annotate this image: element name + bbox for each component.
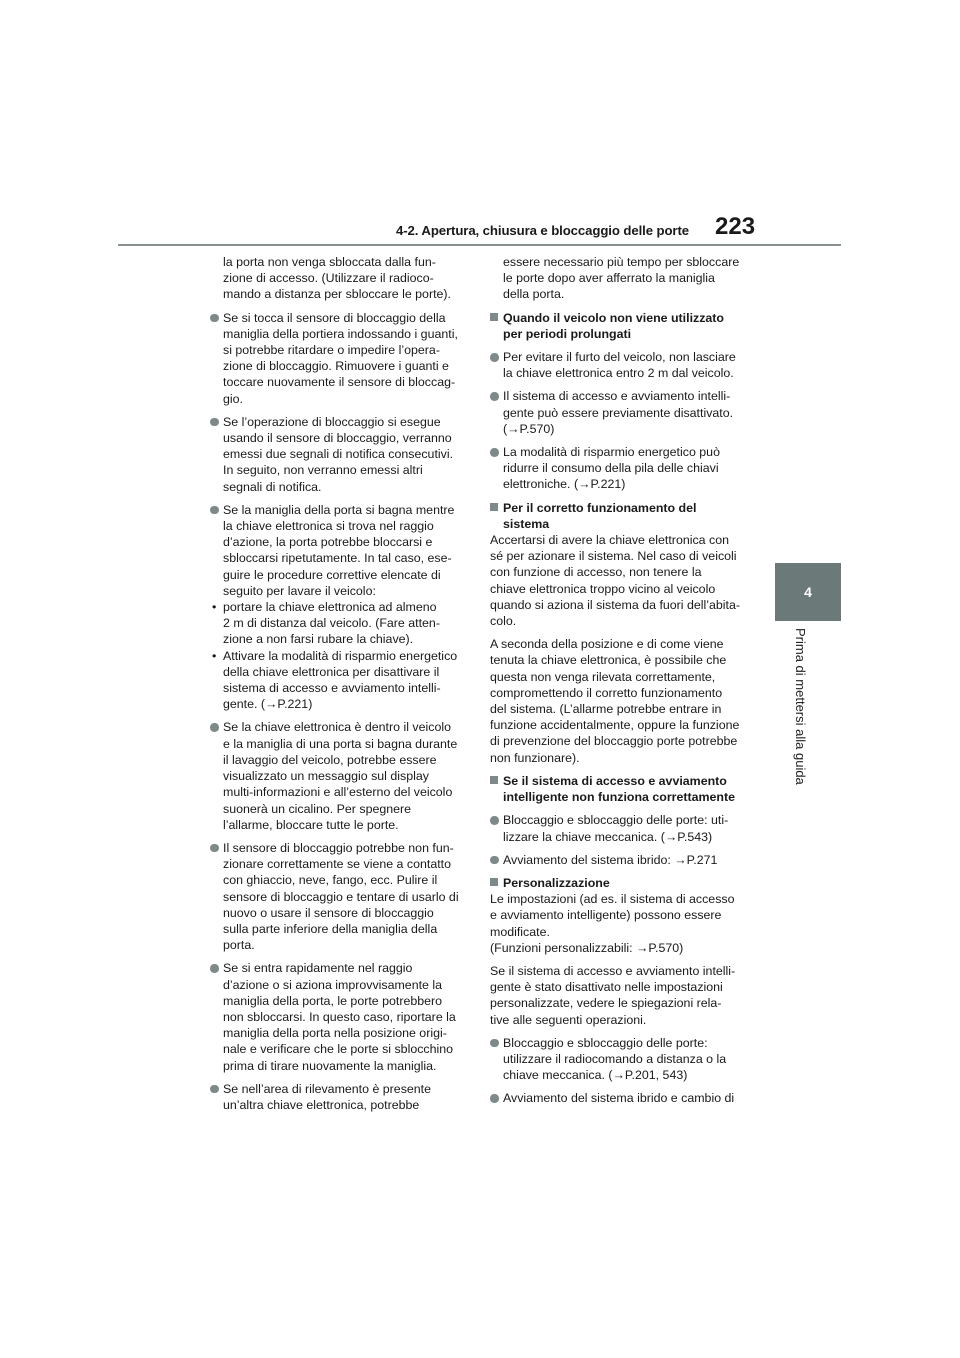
heading-square-icon — [490, 313, 498, 321]
bullet-item — [210, 1081, 466, 1113]
heading-text: Quando il veicolo non viene utilizzato per periodi prolungati — [503, 310, 724, 341]
section-heading — [490, 310, 746, 342]
bullet-text: Avviamento del sistema ibrido e cambio di — [503, 1091, 735, 1106]
heading-text: Personalizzazione — [503, 875, 610, 890]
bullet-text: La modalità di risparmio energetico può ridurre il consumo della pila delle chiavi elettroniche. (→P.221) — [503, 445, 720, 492]
bullet-item — [210, 502, 466, 599]
heading-square-icon — [490, 776, 498, 784]
bullet-dot-icon — [210, 844, 219, 853]
bullet-item — [210, 840, 466, 953]
heading-square-icon — [490, 503, 498, 511]
bullet-dot-icon — [210, 418, 219, 427]
bullet-dot-icon — [210, 506, 219, 515]
header-divider — [118, 244, 841, 246]
bullet-text: Se si entra rapidamente nel raggio d’azione o si aziona improvvisamente la maniglia della porta, le porte potrebbero non sbloccarsi. In questo caso, riportare la maniglia della porta nella posizione origi- nale e verificare che le porte si sblocchino prima di tirare nuovamente la maniglia. — [223, 961, 456, 1073]
bullet-item — [210, 310, 466, 407]
bullet-item — [490, 349, 746, 381]
bullet-dot-icon — [490, 392, 499, 401]
bullet-item — [490, 1090, 746, 1106]
bullet-dot-icon — [490, 1039, 499, 1048]
paragraph: Le impostazioni (ad es. il sistema di accesso e avviamento intelligente) possono essere modificate. (Funzioni personalizzabili: →P.570) — [490, 892, 735, 955]
heading-text: Per il corretto funzionamento del sistema — [503, 500, 697, 531]
paragraph: essere necessario più tempo per sbloccare le porte dopo aver afferrato la maniglia della porta. — [503, 255, 740, 302]
bullet-text: Se la chiave elettronica è dentro il veicolo e la maniglia di una porta si bagna durante il lavaggio del veicolo, potrebbe essere visualizzato un messaggio sul display multi-informazioni e all’esterno del veicolo suonerà un cicalino. Per spegnere l’allarme, bloccare tutte le porte. — [223, 720, 458, 832]
bullet-dot-icon — [210, 1085, 219, 1094]
bullet-dot-icon — [490, 448, 499, 457]
bullet-text: Se si tocca il sensore di bloccaggio della maniglia della portiera indossando i guanti, si potrebbe ritardare o impedire l’opera- zione di bloccaggio. Rimuovere i guanti e toccare nuovamente il sensore di bloccag- gio. — [223, 310, 458, 406]
section-heading — [490, 500, 746, 532]
bullet-text: Avviamento del sistema ibrido: →P.271 — [503, 852, 718, 867]
bullet-dot-icon — [490, 816, 499, 825]
heading-text: Se il sistema di accesso e avviamento intelligente non funziona correttamente — [503, 773, 735, 805]
chapter-tab[interactable] — [775, 563, 841, 621]
section-title: 4-2. Apertura, chiusura e bloccaggio delle porte — [396, 223, 689, 238]
page-number: 223 — [715, 213, 756, 240]
bullet-item — [490, 1035, 746, 1084]
bullet-text: Bloccaggio e sbloccaggio delle porte: uti- lizzare la chiave meccanica. (→P.543) — [503, 813, 729, 844]
bullet-item — [210, 414, 466, 495]
bullet-text: Per evitare il furto del veicolo, non lasciare la chiave elettronica entro 2 m dal veicolo. — [503, 350, 736, 381]
chapter-number: 4 — [804, 584, 812, 600]
section-heading — [490, 875, 746, 891]
bullet-item — [490, 444, 746, 493]
right-column — [490, 254, 746, 1107]
bullet-text: Se nell’area di rilevamento è presente un’altra chiave elettronica, potrebbe — [223, 1081, 432, 1112]
bullet-dot-icon — [490, 353, 499, 362]
bullet-text: Se l’operazione di bloccaggio si esegue usando il sensore di bloccaggio, verranno emessi due segnali di notifica consecutivi. In seguito, non verranno emessi altri segnali di notifica. — [223, 414, 454, 494]
paragraph: Se il sistema di accesso e avviamento intelli- gente è stato disattivato nelle impostazioni personalizzate, vedere le spiegazioni rela- tive alle seguenti operazioni. — [490, 963, 736, 1027]
sub-item-text: portare la chiave elettronica ad almeno 2 m di distanza dal veicolo. (Fare atten- zione a non farsi rubare la chiave). — [223, 600, 440, 647]
paragraph: la porta non venga sbloccata dalla fun- zione di accesso. (Utilizzare il radioco- mando a distanza per sbloccare le porte). — [223, 255, 451, 302]
bullet-text: Bloccaggio e sbloccaggio delle porte: utilizzare il radiocomando a distanza o la chiave meccanica. (→P.201, 543) — [503, 1035, 727, 1083]
section-heading — [490, 773, 746, 805]
bullet-item — [210, 719, 466, 832]
left-column — [210, 254, 466, 1113]
sub-item-text: Attivare la modalità di risparmio energetico della chiave elettronica per disattivare il sistema di accesso e avviamento intelli- gente. (→P.221) — [223, 648, 458, 712]
bullet-dot-icon — [210, 314, 219, 323]
bullet-text: Il sistema di accesso e avviamento intelli- gente può essere previamente disattivato. (→P.570) — [503, 389, 734, 436]
bullet-text: Il sensore di bloccaggio potrebbe non fun- zionare correttamente se viene a contatto con ghiaccio, neve, fango, ecc. Pulire il sensore di bloccaggio e tentare di usarlo di nuovo o usare il sensore di bloccaggio sulla parte inferiore della maniglia della porta. — [223, 840, 459, 953]
bullet-item — [490, 852, 746, 868]
sub-item — [210, 599, 466, 648]
sub-item — [210, 648, 466, 713]
bullet-dot-icon — [210, 723, 219, 732]
bullet-item — [210, 960, 466, 1073]
heading-square-icon — [490, 878, 498, 886]
bullet-text: Se la maniglia della porta si bagna mentre la chiave elettronica si trova nel raggio d’azione, la porta potrebbe bloccarsi e sbloccarsi ripetutamente. In tal caso, ese- guire le procedure correttive elencate di seguito per lavare il veicolo: — [223, 502, 455, 598]
bullet-dot-icon — [490, 856, 499, 865]
paragraph: Accertarsi di avere la chiave elettronica con sé per azionare il sistema. Nel caso di veicoli con funzione di accesso, non tenere la chiave elettronica troppo vicino al veicolo quando si aziona il sistema da fuori dell’abita- colo. — [490, 533, 741, 629]
sub-bullet-icon: • — [212, 600, 217, 615]
bullet-item — [490, 812, 746, 844]
sub-bullet-icon: • — [212, 648, 217, 663]
paragraph: A seconda della posizione e di come viene tenuta la chiave elettronica, è possibile che questa non venga rilevata correttamente, compromettendo il corretto funzionamento del sistema. (L’allarme potrebbe entrare in funzione accidentalmente, oppure la funzione di prevenzione del bloccaggio porte potrebbe non funzionare). — [490, 637, 740, 765]
bullet-dot-icon — [210, 964, 219, 973]
chapter-title: Prima di mettersi alla guida — [793, 628, 808, 785]
bullet-dot-icon — [490, 1094, 499, 1103]
bullet-item — [490, 388, 746, 437]
